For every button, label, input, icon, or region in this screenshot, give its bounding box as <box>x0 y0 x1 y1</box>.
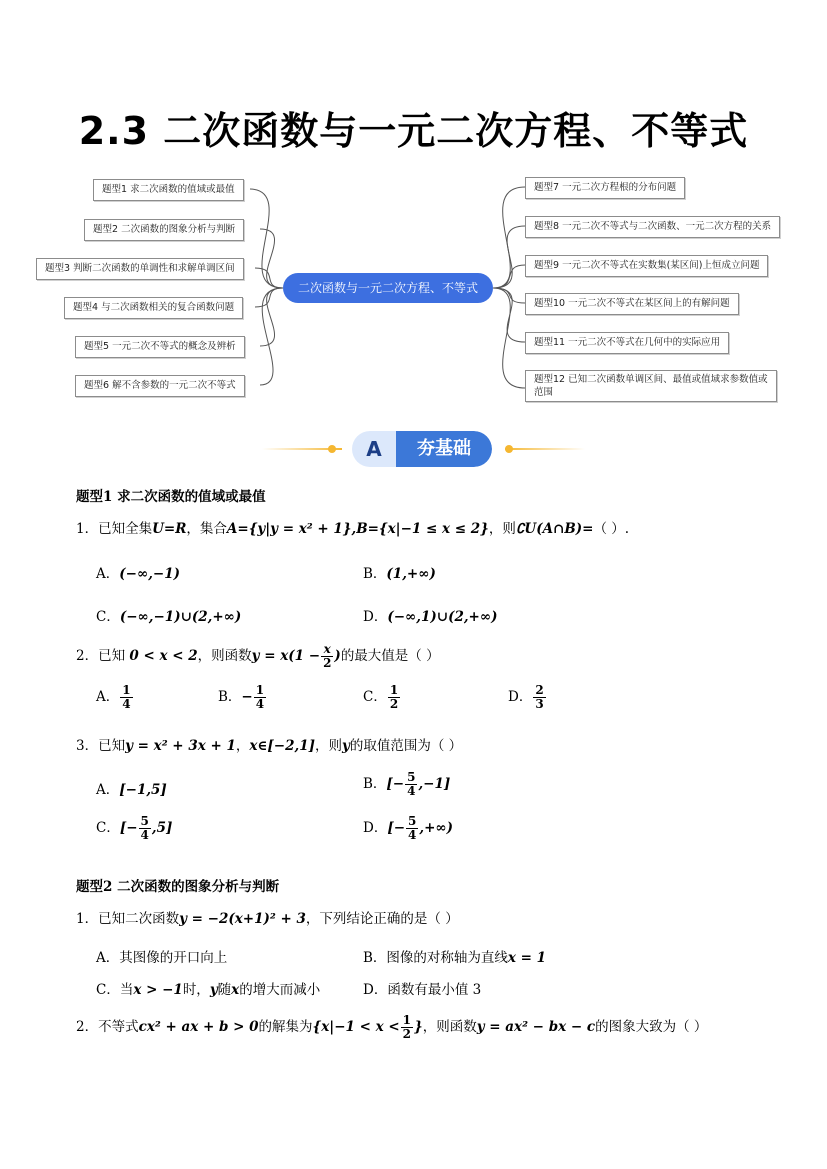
badge-dot-right <box>505 445 513 453</box>
s1-q1-option-c: C．(−∞,−1)∪(2,+∞) <box>96 609 242 625</box>
s1-q2-stem: 2．已知 0 < x < 2，则函数y = x(1 − $\frac{x}{2}$ )的最大值是（ ） <box>76 642 440 670</box>
mindmap-branch-7: 题型7 一元二次方程根的分布问题 <box>525 177 685 199</box>
s1-q1-stem: 1．已知全集U=R，集合A={y|y = x² + 1},B={x|−1 ≤ x ≤ 2}，则∁U(A∩B)=（ ）. <box>76 521 630 537</box>
badge-dot-left <box>328 445 336 453</box>
s1-q3-stem: 3．已知y = x² + 3x + 1，x∈[−2,1]，则y的取值范围为（ ） <box>76 738 463 754</box>
section2-heading: 题型2 二次函数的图象分析与判断 <box>76 879 280 895</box>
mindmap-branch-6: 题型6 解不含参数的一元二次不等式 <box>75 375 245 397</box>
s1-q2-option-a: A． $\frac{1}{4}$ <box>96 683 131 711</box>
mindmap-branch-1: 题型1 求二次函数的值域或最值 <box>93 179 244 201</box>
s1-q2-option-c: C． $\frac{1}{2}$ <box>363 683 399 711</box>
mindmap-branch-9: 题型9 一元二次不等式在实数集(某区间)上恒成立问题 <box>525 255 768 277</box>
s1-q2-option-d: D． $\frac{2}{3}$ <box>508 683 544 711</box>
mindmap-branch-8: 题型8 一元二次不等式与二次函数、一元二次方程的关系 <box>525 216 780 238</box>
s2-q1-option-d: D．函数有最小值 3 <box>363 982 482 998</box>
mindmap-branch-3: 题型3 判断二次函数的单调性和求解单调区间 <box>36 258 244 280</box>
section1-heading: 题型1 求二次函数的值域或最值 <box>76 489 266 505</box>
mindmap-branch-12: 题型12 已知二次函数单调区间、最值或值域求参数值或范围 <box>525 370 777 402</box>
mindmap-branch-4: 题型4 与二次函数相关的复合函数问题 <box>64 297 243 319</box>
s1-q3-option-b: B．[− $\frac{5}{4}$ ,−1] <box>363 770 451 798</box>
s1-q1-option-b: B．(1,+∞) <box>363 566 436 582</box>
s1-q3-option-a: A．[−1,5] <box>96 782 167 798</box>
page-title: 2.3 二次函数与一元二次方程、不等式 <box>78 109 749 153</box>
s1-q1-option-d: D．(−∞,1)∪(2,+∞) <box>363 609 498 625</box>
badge-name: 夯基础 <box>396 431 492 467</box>
mindmap-branch-5: 题型5 一元二次不等式的概念及辨析 <box>75 336 245 358</box>
mindmap-branch-11: 题型11 一元二次不等式在几何中的实际应用 <box>525 332 729 354</box>
badge-letter: A <box>366 437 382 461</box>
mindmap-branch-10: 题型10 一元二次不等式在某区间上的有解问题 <box>525 293 739 315</box>
s1-q3-option-d: D．[− $\frac{5}{4}$ ,+∞) <box>363 814 454 842</box>
s1-q2-option-b: B．− $\frac{1}{4}$ <box>218 683 265 711</box>
s2-q1-option-c: C．当x > −1时，y随x的增大而减小 <box>96 982 321 998</box>
mindmap-center: 二次函数与一元二次方程、不等式 <box>283 273 493 303</box>
s2-q1-stem: 1．已知二次函数y = −2(x+1)² + 3，下列结论正确的是（ ） <box>76 911 459 927</box>
s1-q3-option-c: C．[− $\frac{5}{4}$ ,5] <box>96 814 173 842</box>
s2-q1-option-a: A．其图像的开口向上 <box>96 950 228 966</box>
section-badge <box>352 431 492 467</box>
s1-q1-option-a: A．(−∞,−1) <box>96 566 180 582</box>
s2-q1-option-b: B．图像的对称轴为直线x = 1 <box>363 950 547 966</box>
s2-q2-stem: 2．不等式cx² + ax + b > 0的解集为{x|−1 < x < $\frac{1}{2}$ }，则函数y = ax² − bx − c的图象大致为（ ） <box>76 1013 708 1041</box>
badge-line-right <box>505 448 585 450</box>
mindmap-branch-2: 题型2 二次函数的图象分析与判断 <box>84 219 244 241</box>
